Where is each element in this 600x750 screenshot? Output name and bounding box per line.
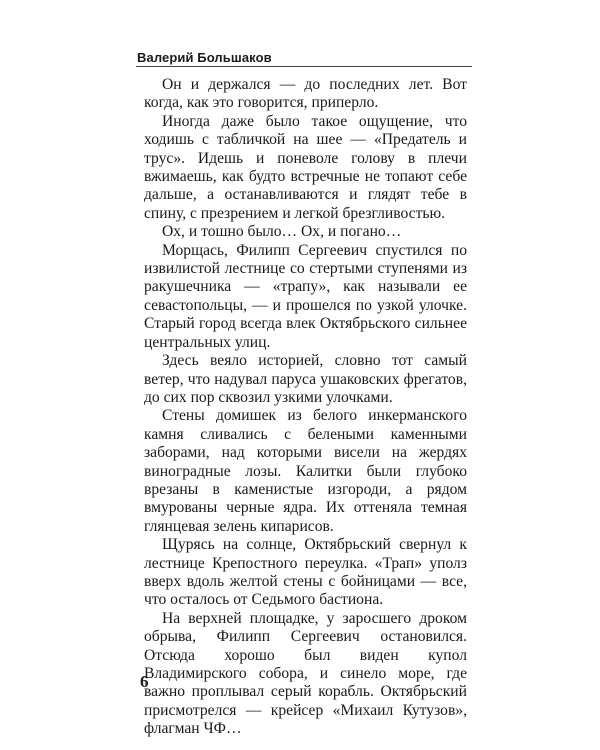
paragraph: Он и держался — до последних лет. Вот когда, как это говорится, приперло.: [144, 76, 467, 112]
paragraph: Щурясь на солнце, Октябрьский свернул к лестнице Крепостного переулка. «Трап» уполз вверх вдоль желтой стены с бойницами — все, что осталось от Седьмого бастиона.: [144, 536, 467, 609]
page-number: 6: [140, 672, 149, 691]
page-body-text: [144, 76, 467, 739]
paragraph: На верхней площадке, у заросшего дроком обрыва, Филипп Сергеевич остановился. Отсюда хорошо был виден купол Владимирского собора, и синело море, где важно проплывал серый корабль. Октябрьский присмотрелся — крейсер «Михаил Кутузов», флагман ЧФ…: [144, 609, 467, 738]
running-head-author: Валерий Большаков: [137, 50, 272, 65]
paragraph: Стены домишек из белого инкерманского камня сливались с белеными каменными заборами, над которыми висели на жердях виноградные лозы. Калитки были глубоко врезаны в каменистые изгороди, а рядом вмурованы черные ядра. Их оттеняла темная глянцевая зелень кипарисов.: [144, 407, 467, 535]
paragraph: Здесь веяло историей, словно тот самый ветер, что надувал паруса ушаковских фрегатов, до сих пор сквозил узкими улочками.: [144, 352, 467, 406]
paragraph: Ох, и тошно было… Ох, и погано…: [162, 223, 402, 241]
paragraph: Иногда даже было такое ощущение, что ходишь с табличкой на шее — «Предатель и трус». Идешь и поневоле голову в плечи вжимаешь, как будто встречные не топают себе дальше, а останавливаются и глядят тебе в спину, с презрением и легкой брезгливостью.: [144, 112, 467, 222]
header-rule: [136, 66, 472, 67]
paragraph: Морщась, Филипп Сергеевич спустился по извилистой лестнице со стертыми ступенями из ракушечника — «трапу», как называли ее севастопольцы, — и прошелся по узкой улочке. Старый город всегда влек Октябрьского сильнее центральных улиц.: [144, 241, 467, 351]
